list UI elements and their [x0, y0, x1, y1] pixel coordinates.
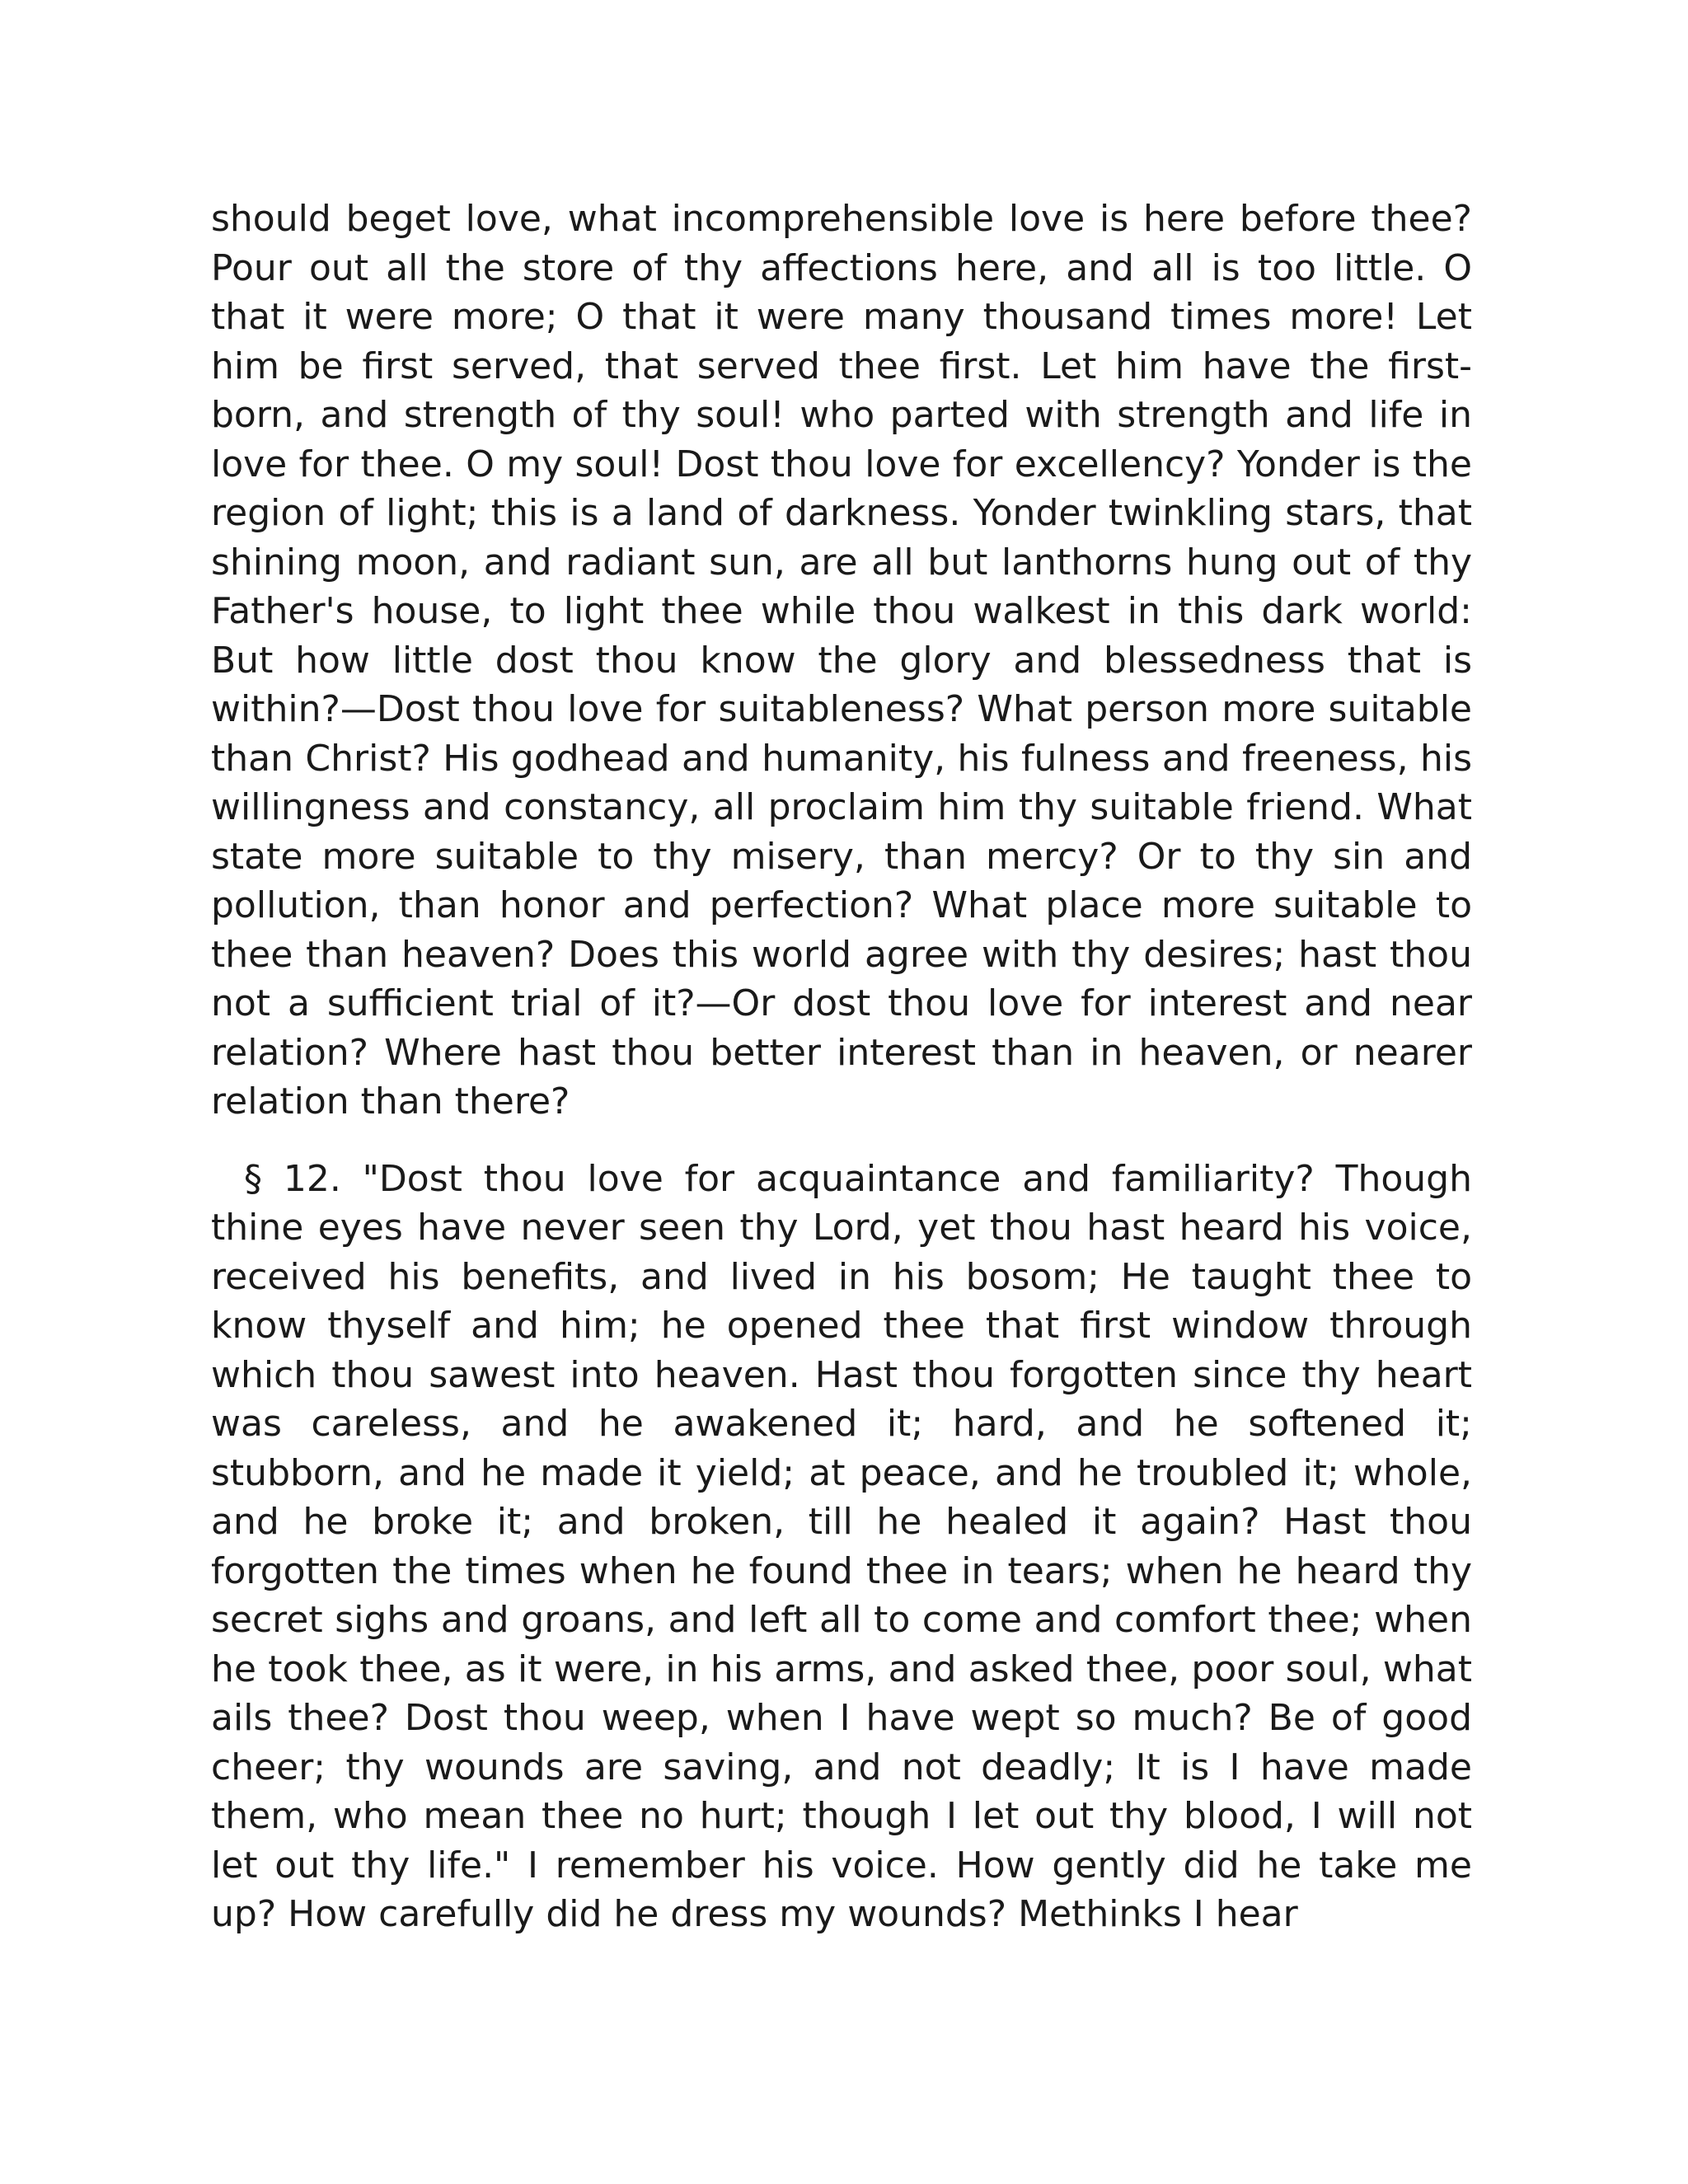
- page-body: [211, 194, 1472, 1939]
- paragraph-section-12: § 12. "Dost thou love for acquaintance and familiarity? Though thine eyes have never seen thy Lord, yet thou hast heard his voice, received his benefits, and lived in his bosom; He taught thee to know thyself and him; he opened thee that first window through which thou sawest into heaven. Hast thou forgotten since thy heart was careless, and he awakened it; hard, and he softened it; stubborn, and he made it yield; at peace, and he troubled it; whole, and he broke it; and broken, till he healed it again? Hast thou forgotten the times when he found thee in tears; when he heard thy secret sighs and groans, and left all to come and comfort thee; when he took thee, as it were, in his arms, and asked thee, poor soul, what ails thee? Dost thou weep, when I have wept so much? Be of good cheer; thy wounds are saving, and not deadly; It is I have made them, who mean thee no hurt; though I let out thy blood, I will not let out thy life." I remember his voice. How gently did he take me up? How carefully did he dress my wounds? Methinks I hear: [211, 1157, 1472, 1935]
- paragraph-continuation: should beget love, what incomprehensible love is here before thee? Pour out all the store of thy affections here, and all is too little. O that it were more; O that it were many thousand times more! Let him be first served, that served thee first. Let him have the first-born, and strength of thy soul! who parted with strength and life in love for thee. O my soul! Dost thou love for excellency? Yonder is the region of light; this is a land of darkness. Yonder twinkling stars, that shining moon, and radiant sun, are all but lanthorns hung out of thy Father's house, to light thee while thou walkest in this dark world: But how little dost thou know the glory and blessedness that is within?—Dost thou love for suitableness? What person more suitable than Christ? His godhead and humanity, his fulness and freeness, his willingness and constancy, all proclaim him thy suitable friend. What state more suitable to thy misery, than mercy? Or to thy sin and pollution, than honor and perfection? What place more suitable to thee than heaven? Does this world agree with thy desires; hast thou not a sufficient trial of it?—Or dost thou love for interest and near relation? Where hast thou better interest than in heaven, or nearer relation than there?: [211, 198, 1472, 1122]
